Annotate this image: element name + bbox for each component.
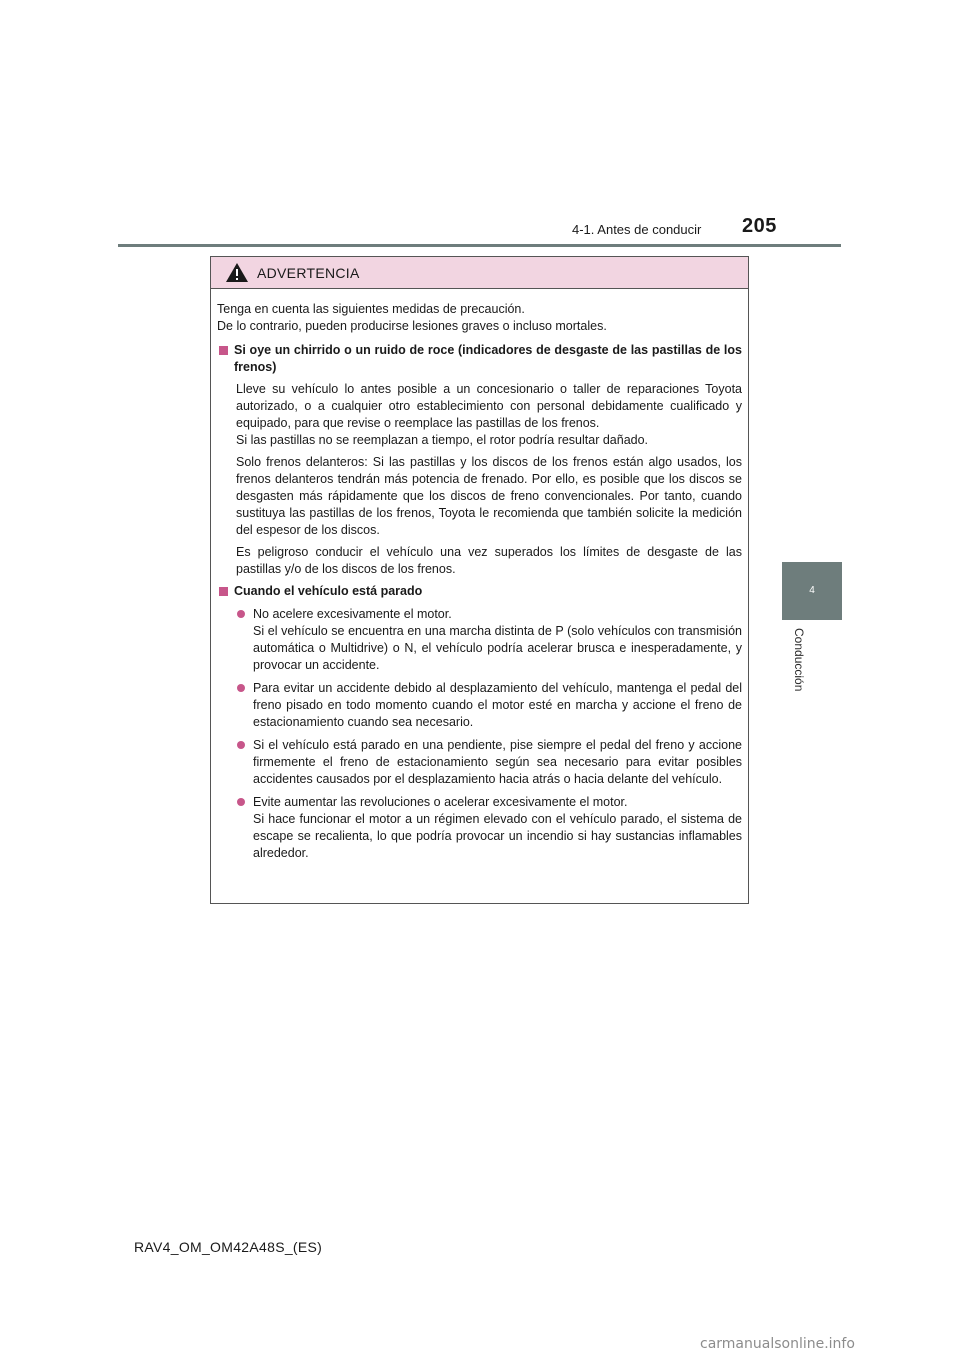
page-number: 205 bbox=[742, 215, 777, 237]
list-item bbox=[235, 794, 742, 862]
paragraph-line: Solo frenos delanteros: Si las pastillas y los discos de los frenos están algo usados, los frenos delanteros tendrán más potencia de frenado. Por ello, es posible que los discos se desgasten más rápidamente que los discos de freno convencionales. Por tanto, cuando sustituya las pastillas de los frenos, Toyota le recomienda que también solicite la medición del espesor de los discos. bbox=[236, 455, 742, 537]
topic-brake-pads bbox=[217, 342, 742, 376]
circle-bullet-icon bbox=[237, 798, 245, 806]
paragraph bbox=[236, 381, 742, 449]
chapter-tab: 4 bbox=[782, 562, 842, 620]
chapter-label: Conducción bbox=[792, 628, 806, 692]
section-title: 4-1. Antes de conducir bbox=[572, 222, 702, 237]
paragraph bbox=[236, 454, 742, 539]
header-rule bbox=[118, 244, 841, 247]
list-item bbox=[235, 737, 742, 788]
paragraph bbox=[236, 544, 742, 578]
list-item-line: Si hace funcionar el motor a un régimen elevado con el vehículo parado, el sistema de escape se recalienta, lo que podría provocar un incendio si hay sustancias inflamables alrededor. bbox=[253, 812, 742, 860]
topic-title: Si oye un chirrido o un ruido de roce (indicadores de desgaste de las pastillas de los frenos) bbox=[234, 343, 742, 374]
paragraph-line: Si las pastillas no se reemplazan a tiempo, el rotor podría resultar dañado. bbox=[236, 433, 649, 447]
list-item bbox=[235, 606, 742, 674]
intro-line-1: Tenga en cuenta las siguientes medidas de precaución. bbox=[217, 302, 525, 316]
warning-box bbox=[210, 256, 749, 904]
warning-header bbox=[211, 257, 748, 289]
intro-line-2: De lo contrario, pueden producirse lesiones graves o incluso mortales. bbox=[217, 319, 607, 333]
watermark: carmanualsonline.info bbox=[700, 1336, 855, 1352]
circle-bullet-icon bbox=[237, 610, 245, 618]
warning-triangle-icon bbox=[225, 262, 249, 283]
topic-vehicle-stopped bbox=[217, 583, 742, 600]
list-item-line: Para evitar un accidente debido al desplazamiento del vehículo, mantenga el pedal del freno pisado en todo momento cuando el motor esté en marcha y accione el freno de estacionamiento cuando sea necesario. bbox=[253, 681, 742, 729]
square-bullet-icon bbox=[219, 587, 228, 596]
list-item-line: Si el vehículo está parado en una pendiente, pise siempre el pedal del freno y accione firmemente el freno de estacionamiento según sea necesario para evitar posibles accidentes causados por el desplazamiento hacia atrás o hacia delante del vehículo. bbox=[253, 738, 742, 786]
topic-title: Cuando el vehículo está parado bbox=[234, 584, 423, 598]
list-item-line: Si el vehículo se encuentra en una marcha distinta de P (solo vehículos con transmisión automática o Multidrive) o N, el vehículo podría acelerar brusca e inesperadamente, y provocar un accidente. bbox=[253, 624, 742, 672]
warning-body bbox=[211, 289, 748, 862]
warning-intro bbox=[217, 301, 742, 335]
list-item-line: No acelere excesivamente el motor. bbox=[253, 607, 452, 621]
circle-bullet-icon bbox=[237, 684, 245, 692]
list-item-line: Evite aumentar las revoluciones o acelerar excesivamente el motor. bbox=[253, 795, 628, 809]
document-code: RAV4_OM_OM42A48S_(ES) bbox=[134, 1239, 323, 1255]
list-item bbox=[235, 680, 742, 731]
paragraph-line: Es peligroso conducir el vehículo una vez superados los límites de desgaste de las pastillas y/o de los discos de los frenos. bbox=[236, 545, 742, 576]
warning-title: ADVERTENCIA bbox=[257, 264, 360, 281]
square-bullet-icon bbox=[219, 346, 228, 355]
circle-bullet-icon bbox=[237, 741, 245, 749]
paragraph-line: Lleve su vehículo lo antes posible a un concesionario o taller de reparaciones Toyota autorizado, o a cualquier otro establecimiento con personal debidamente cualificado y equipado, para que revise o reemplace las pastillas de los frenos. bbox=[236, 382, 742, 430]
